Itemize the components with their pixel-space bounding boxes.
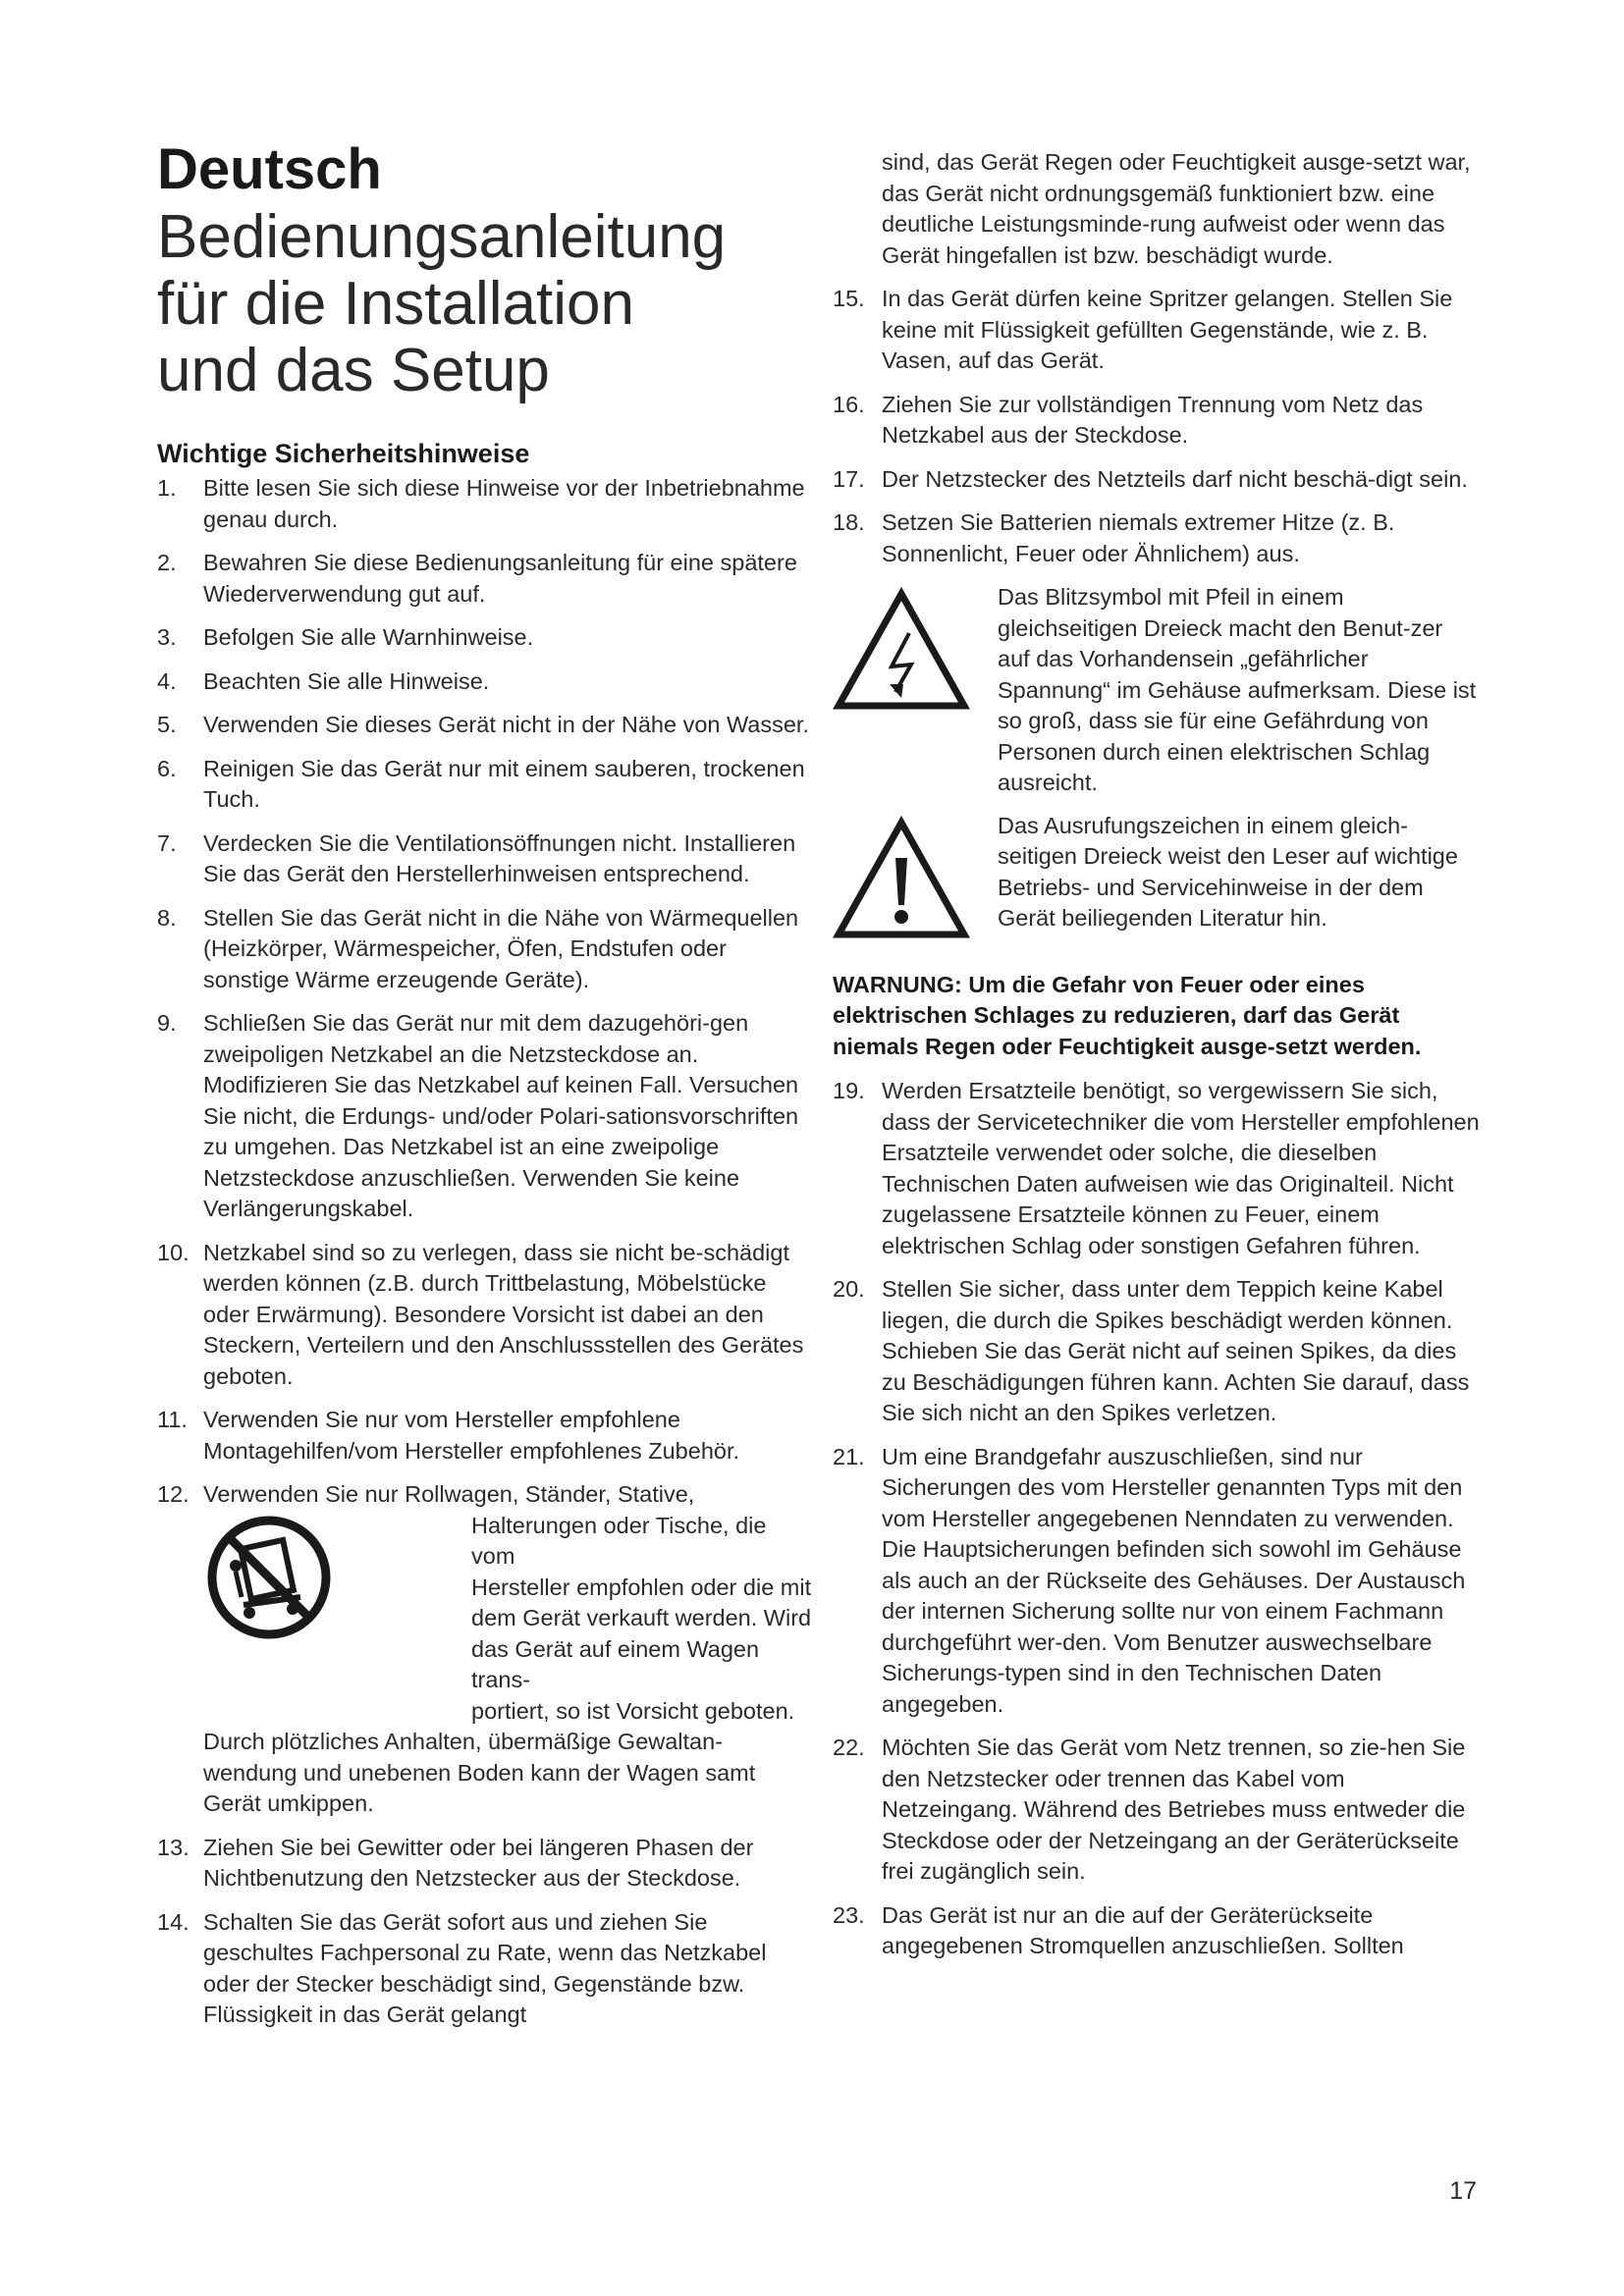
list-item-cart: 12. Verwenden Sie nur Rollwagen, Ständer, Stative, Halterungen oder Tische, die vom Hersteller empfohlen oder die mit dem Gerät verkauft werden. Wird das Gerät auf einem Wagen trans- portiert, so ist Vorsicht geboten. Durch plötzliches Anhalten, übermäßige Gewaltan-wendung und unebenen Boden kann der Wagen samt Gerät umkippen.: [157, 1481, 812, 1816]
list-item: 14. Schalten Sie das Gerät sofort aus und ziehen Sie geschultes Fachpersonal zu Rate, wenn das Netzkabel oder der Stecker beschädigt sind, Gegenstände bzw. Flüssigkeit in das Gerät gelangt: [157, 1908, 767, 2027]
page-number: 17: [1449, 2177, 1477, 2205]
exclamation-symbol-block: [833, 811, 1481, 958]
list-item: 3. Befolgen Sie alle Warnhinweise.: [157, 624, 534, 650]
safety-heading: Wichtige Sicherheitshinweise: [157, 439, 530, 468]
list-item: 20. Stellen Sie sicher, dass unter dem Teppich keine Kabel liegen, die durch die Spikes beschädigt werden können. Schieben Sie das Gerät nicht auf seinen Spikes, da dies zu Beschädigungen führen kann. Achten Sie darauf, dass Sie sich nicht an den Spikes verletzen.: [833, 1276, 1470, 1425]
title-line-3: und das Setup: [157, 337, 550, 404]
list-item: 22. Möchten Sie das Gerät vom Netz trennen, so zie-hen Sie den Netzstecker oder trennen das Kabel vom Netzeingang. Während des Betriebes muss entweder die Steckdose oder der Netzeingang an der Geräterückseite frei zugänglich sein.: [833, 1735, 1466, 1884]
list-item: 6. Reinigen Sie das Gerät nur mit einem sauberen, trockenen Tuch.: [157, 755, 805, 812]
exclamation-symbol-text: Das Ausrufungszeichen in einem gleich-seitigen Dreieck weist den Leser auf wichtige Betriebs- und Servicehinweise in der dem Gerät beiliegenden Literatur hin.: [998, 812, 1458, 931]
continuation-text: sind, das Gerät Regen oder Feuchtigkeit ausge-setzt war, das Gerät nicht ordnungsgemäß funktioniert bzw. eine deutliche Leistungsminde-rung aufweist oder wenn das Gerät hingefallen ist bzw. beschädigt wurde.: [882, 149, 1471, 268]
list-item: 18. Setzen Sie Batterien niemals extremer Hitze (z. B. Sonnenlicht, Feuer oder Ähnlichem) aus.: [833, 509, 1395, 566]
list-item: 7. Verdecken Sie die Ventilationsöffnungen nicht. Installieren Sie das Gerät den Herstellerhinweisen entsprechend.: [157, 829, 796, 886]
safety-list-right-b: [833, 1076, 1481, 1962]
list-item: 9. Schließen Sie das Gerät nur mit dem dazugehöri-gen zweipoligen Netzkabel an die Netzsteckdose an. Modifizieren Sie das Netzkabel auf keinen Fall. Versuchen Sie nicht, die Erdungs- und/oder Polari-sationsvorschriften zu umgehen. Das Netzkabel ist an eine zweipolige Netzsteckdose anzuschließen. Verwenden Sie keine Verlängerungskabel.: [157, 1010, 799, 1221]
list-item: 15. In das Gerät dürfen keine Spritzer gelangen. Stellen Sie keine mit Flüssigkeit gefüllten Gegenstände, wie z. B. Vasen, auf das Gerät.: [833, 286, 1453, 373]
exclamation-warning-icon: [833, 815, 970, 942]
list-item: 16. Ziehen Sie zur vollständigen Trennung vom Netz das Netzkabel aus der Steckdose.: [833, 391, 1424, 448]
safety-list-left: [157, 473, 815, 2031]
lightning-symbol-text: Das Blitzsymbol mit Pfeil in einem gleichseitigen Dreieck macht den Benut-zer auf das Vorhandensein „gefährlicher Spannung“ im Gehäuse aufmerksam. Diese ist so groß, dass sie für eine Gefährdung von Personen durch einen elektrischen Schlag ausreicht.: [998, 584, 1477, 795]
manual-title: [157, 204, 815, 404]
title-line-2: für die Installation: [157, 270, 634, 338]
list-item: 1. Bitte lesen Sie sich diese Hinweise vor der Inbetriebnahme genau durch.: [157, 475, 805, 532]
safety-list-right-a: [833, 284, 1481, 569]
list-item: 17. Der Netzstecker des Netzteils darf nicht beschä-digt sein.: [833, 465, 1468, 492]
list-item: 19. Werden Ersatzteile benötigt, so vergewissern Sie sich, dass der Servicetechniker die vom Hersteller empfohlenen Ersatzteile verwendet oder solche, die dieselben Technischen Daten aufweisen wie das Originalteil. Nicht zugelassene Ersatzteile können zu Feuer, einem elektrischen Schlag oder sonstigen Gefahren führen.: [833, 1078, 1480, 1258]
list-item: 11. Verwenden Sie nur vom Hersteller empfohlene Montagehilfen/vom Hersteller empfohlenes Zubehör.: [157, 1407, 740, 1464]
list-item: 2. Bewahren Sie diese Bedienungsanleitung für eine spätere Wiederverwendung gut auf.: [157, 550, 797, 607]
list-item: 10. Netzkabel sind so zu verlegen, dass sie nicht be-schädigt werden können (z.B. durch Trittbelastung, Möbelstücke oder Erwärmung). Besondere Vorsicht ist dabei an den Steckern, Verteilern und den Anschlussstellen des Gerätes geboten.: [157, 1239, 804, 1389]
warning-text: WARNUNG: Um die Gefahr von Feuer oder eines elektrischen Schlages zu reduzieren, darf das Gerät niemals Regen oder Feuchtigkeit ausge-setzt werden.: [833, 971, 1422, 1059]
list-item: 4. Beachten Sie alle Hinweise.: [157, 667, 490, 694]
lightning-symbol-block: [833, 582, 1481, 799]
language-heading: Deutsch: [157, 137, 382, 201]
list-item: 23. Das Gerät ist nur an die auf der Geräterückseite angegebenen Stromquellen anzuschließen. Sollten: [833, 1901, 1404, 1958]
list-item: 5. Verwenden Sie dieses Gerät nicht in der Nähe von Wasser.: [157, 712, 809, 737]
list-item: 8. Stellen Sie das Gerät nicht in die Nähe von Wärmequellen (Heizkörper, Wärmespeicher, Öfen, Endstufen oder sonstige Wärme erzeugende Geräte).: [157, 904, 799, 992]
list-item: 21. Um eine Brandgefahr auszuschließen, sind nur Sicherungen des vom Hersteller genannten Typs mit den vom Hersteller angegebenen Nenndaten zu verwenden. Die Hauptsicherungen befinden sich sowohl im Gehäuse als auch an der Rückseite des Gehäuses. Der Austausch der internen Sicherung sollte nur von einem Fachmann durchgeführt wer-den. Vom Benutzer auswechselbare Sicherungs-typen sind in den Technischen Daten angegeben.: [833, 1443, 1466, 1717]
cart-tip-warning-icon: [206, 1515, 332, 1640]
left-column: [157, 137, 815, 2044]
right-column: [833, 147, 1481, 1975]
title-line-1: Bedienungsanleitung: [157, 203, 727, 271]
lightning-warning-icon: [833, 586, 970, 714]
list-item: 13. Ziehen Sie bei Gewitter oder bei längeren Phasen der Nichtbenutzung den Netzstecker aus der Steckdose.: [157, 1834, 754, 1891]
